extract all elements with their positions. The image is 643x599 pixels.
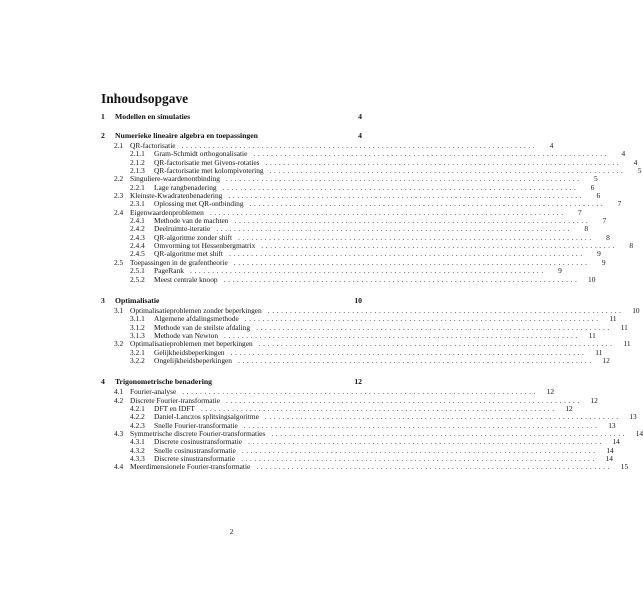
toc-entry-page: 6: [596, 191, 601, 200]
toc-entry-page: 8: [629, 241, 634, 250]
toc-dot-leader: ................................................................................: [238, 356, 594, 365]
toc-dot-leader: ................................................................................: [264, 412, 621, 421]
toc-entry-page: 7: [577, 208, 582, 217]
toc-entry-page: 11: [620, 323, 628, 332]
toc-entry-page: 8: [606, 233, 610, 242]
toc-entry-number: 2.4.5: [130, 249, 145, 258]
toc-dot-leader: ................................................................................: [209, 208, 566, 217]
toc-entry-title: Trigonometrische benadering: [115, 377, 213, 386]
toc-entry-title: QR-factorisatie: [130, 141, 176, 150]
toc-entry-number: 2.4.1: [130, 216, 145, 225]
toc-entry-number: 3.1: [114, 306, 124, 315]
toc-entry-number: 2.4.4: [130, 241, 145, 250]
toc-entry-page: 14: [612, 437, 620, 446]
toc-chapter[interactable]: [101, 377, 362, 387]
toc-subsection[interactable]: [130, 275, 596, 285]
toc-entry-number: 2.1.2: [130, 158, 145, 167]
toc-dot-leader: ................................................................................: [258, 339, 615, 348]
toc-entry-number: 3: [101, 296, 105, 305]
toc-dot-leader: ................................................................................: [228, 191, 585, 200]
toc-entry-number: 2.4.3: [130, 233, 145, 242]
toc-entry-number: 1: [101, 112, 105, 121]
toc-dot-leader: ................................................................................: [238, 233, 594, 242]
toc-entry-title: Methode van de steilste afdaling: [154, 323, 251, 332]
toc-entry-page: 11: [609, 314, 617, 323]
toc-entry-page: 10: [632, 306, 640, 315]
toc-entry-page: 12: [546, 387, 555, 396]
toc-entry-number: 4.2: [114, 396, 124, 405]
toc-entry-page: 11: [595, 348, 603, 357]
toc-entry-title: QR-algoritme zonder shift: [154, 233, 232, 242]
toc-entry-title: Oplossing met QR-ontbinding: [154, 199, 244, 208]
toc-dot-leader: ................................................................................: [228, 249, 585, 258]
toc-dot-leader: ................................................................................: [267, 306, 624, 315]
toc-entry-number: 2.1.3: [130, 166, 145, 175]
toc-entry-number: 4.4: [114, 462, 124, 471]
toc-entry-title: Singuliere-waardenontbinding: [130, 174, 220, 183]
toc-entry-page: 7: [602, 216, 607, 225]
toc-dot-leader: ................................................................................: [230, 348, 587, 357]
toc-entry-page: 9: [597, 249, 601, 258]
toc-entry-number: 2.1: [114, 141, 124, 150]
toc-entry-number: 2.4: [114, 208, 124, 217]
toc-entry-title: Eigenwaardenproblemen: [130, 208, 204, 217]
toc-entry-title: Snelle Fourier-transformatie: [154, 421, 238, 430]
toc-entry-number: 4.2.2: [130, 412, 145, 421]
toc-entry-number: 3.2.2: [130, 356, 145, 365]
toc-entry-title: Optimalisatieproblemen zonder beperkingen: [130, 306, 262, 315]
toc-dot-leader: ................................................................................: [271, 429, 628, 438]
toc-entry-number: 3.2: [114, 339, 124, 348]
toc-subsection[interactable]: [130, 356, 610, 366]
toc-dot-leader: ................................................................................: [243, 421, 600, 430]
toc-entry-number: 4.1: [114, 387, 124, 396]
toc-dot-leader: ................................................................................: [233, 258, 590, 267]
toc-entry-title: DFT en IDFT: [154, 404, 195, 413]
toc-entry-title: Discrete sinustransformatie: [154, 454, 236, 463]
toc-chapter[interactable]: [101, 296, 362, 306]
toc-chapter[interactable]: [101, 131, 362, 141]
toc-entry-number: 2.5: [114, 258, 124, 267]
toc-entry-number: 3.2.1: [130, 348, 145, 357]
toc-entry-page: 11: [588, 331, 596, 340]
toc-entry-title: Symmetrische discrete Fourier-transformaties: [130, 429, 266, 438]
toc-entry-page: 12: [602, 356, 610, 365]
toc-dot-leader: ................................................................................: [256, 323, 612, 332]
toc-entry-page: 4: [358, 131, 362, 140]
toc-chapter[interactable]: [101, 112, 362, 122]
toc-entry-number: 3.1.3: [130, 331, 145, 340]
toc-dot-leader: ................................................................................: [182, 387, 539, 396]
toc-entry-page: 8: [584, 224, 589, 233]
toc-entry-title: Deelruimte-iteratie: [154, 224, 211, 233]
toc-dot-leader: ................................................................................: [241, 454, 597, 463]
toc-entry-page: 14: [606, 446, 614, 455]
toc-dot-leader: ................................................................................: [224, 331, 580, 340]
toc-entry-title: Lage rangbenadering: [154, 183, 217, 192]
toc-entry-title: Numerieke lineaire algebra en toepassingen: [115, 131, 258, 140]
toc-entry-page: 14: [635, 429, 643, 438]
toc-entry-page: 9: [558, 266, 562, 275]
toc-dot-leader: ................................................................................: [248, 437, 604, 446]
toc-entry-title: Meest centrale knoop: [154, 275, 218, 284]
toc-section[interactable]: [114, 462, 629, 472]
toc-dot-leader: ................................................................................: [225, 174, 582, 183]
toc-entry-page: 5: [637, 166, 642, 175]
toc-entry-title: Methode van de machten: [154, 216, 229, 225]
toc-entry-page: 4: [358, 112, 362, 121]
toc-entry-number: 4.2.1: [130, 404, 145, 413]
toc-dot-leader: ................................................................................: [216, 224, 573, 233]
toc-entry-title: PageRank: [154, 266, 184, 275]
toc-entry-page: 7: [617, 199, 622, 208]
toc-entry-page: 11: [623, 339, 631, 348]
toc-dot-leader: ................................................................................: [222, 183, 579, 192]
toc-dot-leader: ................................................................................: [249, 199, 606, 208]
toc-entry-number: 3.1.2: [130, 323, 145, 332]
toc-entry-page: 12: [590, 396, 598, 405]
toc-dot-leader: ................................................................................: [244, 314, 601, 323]
toc-entry-number: 2.5.2: [130, 275, 145, 284]
toc-entry-number: 2.2: [114, 174, 124, 183]
toc-entry-page: 9: [601, 258, 606, 267]
toc-dot-leader: ................................................................................: [223, 275, 580, 284]
toc-entry-number: 4: [101, 377, 105, 386]
toc-entry-page: 4: [621, 149, 626, 158]
toc-dot-leader: ................................................................................: [253, 149, 610, 158]
toc-entry-title: Algemene afdalingsmethode: [154, 314, 239, 323]
toc-entry-title: Snelle cosinustransformatie: [154, 446, 236, 455]
toc-entry-number: 3.1.1: [130, 314, 145, 323]
toc-entry-title: Discrete Fourier-transformatie: [130, 396, 220, 405]
toc-dot-leader: ................................................................................: [189, 266, 546, 275]
toc-entry-number: 2.4.2: [130, 224, 145, 233]
toc-entry-page: 10: [588, 275, 596, 284]
toc-entry-title: Omvorming tot Hessenbergmatrix: [154, 241, 256, 250]
toc-entry-page: 5: [594, 174, 598, 183]
toc-entry-title: Toepassingen in de grafentheorie: [130, 258, 228, 267]
toc-dot-leader: ................................................................................: [265, 158, 622, 167]
toc-entry-page: 15: [620, 462, 629, 471]
toc-entry-number: 4.3.3: [130, 454, 145, 463]
toc-entry-title: QR-factorisatie met kolompivotering: [154, 166, 264, 175]
toc-entry-title: Ongelijkheidsbeperkingen: [154, 356, 232, 365]
toc-entry-number: 4.2.3: [130, 421, 145, 430]
toc-entry-number: 2: [101, 131, 105, 140]
toc-entry-number: 4.3: [114, 429, 124, 438]
toc-dot-leader: ................................................................................: [241, 446, 598, 455]
toc-dot-leader: ................................................................................: [200, 404, 557, 413]
toc-entry-number: 2.5.1: [130, 266, 145, 275]
toc-entry-number: 2.3.1: [130, 199, 145, 208]
toc-entry-page: 4: [633, 158, 638, 167]
toc-heading: Inhoudsopgave: [101, 91, 189, 106]
toc-entry-number: 2.2.1: [130, 183, 145, 192]
toc-entry-title: Gelijkheidsbeperkingen: [154, 348, 225, 357]
toc-entry-title: QR-factorisatie met Givens-rotaties: [154, 158, 260, 167]
toc-dot-leader: ................................................................................: [269, 166, 626, 175]
toc-entry-number: 2.1.1: [130, 149, 145, 158]
toc-entry-title: Modellen en simulaties: [115, 112, 191, 121]
toc-entry-page: 13: [629, 412, 637, 421]
toc-dot-leader: ................................................................................: [225, 396, 582, 405]
toc-entry-title: Optimalisatie: [115, 296, 160, 305]
page-number: 2: [229, 527, 234, 536]
toc-entry-number: 4.3.1: [130, 437, 145, 446]
toc-entry-title: Fourier-analyse: [130, 387, 177, 396]
toc-entry-page: 10: [354, 296, 362, 305]
toc-entry-title: Meerdimensionele Fourier-transformatie: [130, 462, 251, 471]
toc-dot-leader: ................................................................................: [234, 216, 591, 225]
toc-entry-page: 6: [590, 183, 595, 192]
toc-entry-title: Gram-Schmidt orthogonalisatie: [154, 149, 248, 158]
toc-entry-title: Optimalisatieproblemen met beperkingen: [130, 339, 253, 348]
toc-dot-leader: ................................................................................: [256, 462, 613, 471]
toc-entry-page: 13: [608, 421, 616, 430]
toc-entry-page: 14: [605, 454, 613, 463]
toc-entry-page: 12: [565, 404, 573, 413]
toc-entry-title: Daniel-Lanczos splitsingsalgoritme: [154, 412, 259, 421]
toc-entry-number: 2.3: [114, 191, 124, 200]
toc-dot-leader: ................................................................................: [261, 241, 618, 250]
toc-entry-title: Methode van Newton: [154, 331, 219, 340]
toc-entry-number: 4.3.2: [130, 446, 145, 455]
toc-entry-page: 12: [354, 377, 362, 386]
toc-entry-title: QR-algoritme met shift: [154, 249, 223, 258]
toc-entry-page: 4: [549, 141, 554, 150]
toc-entry-title: Kleinste-Kwadratenbenadering: [130, 191, 223, 200]
toc-dot-leader: ................................................................................: [181, 141, 538, 150]
toc-entry-title: Discrete cosinustransformatie: [154, 437, 243, 446]
